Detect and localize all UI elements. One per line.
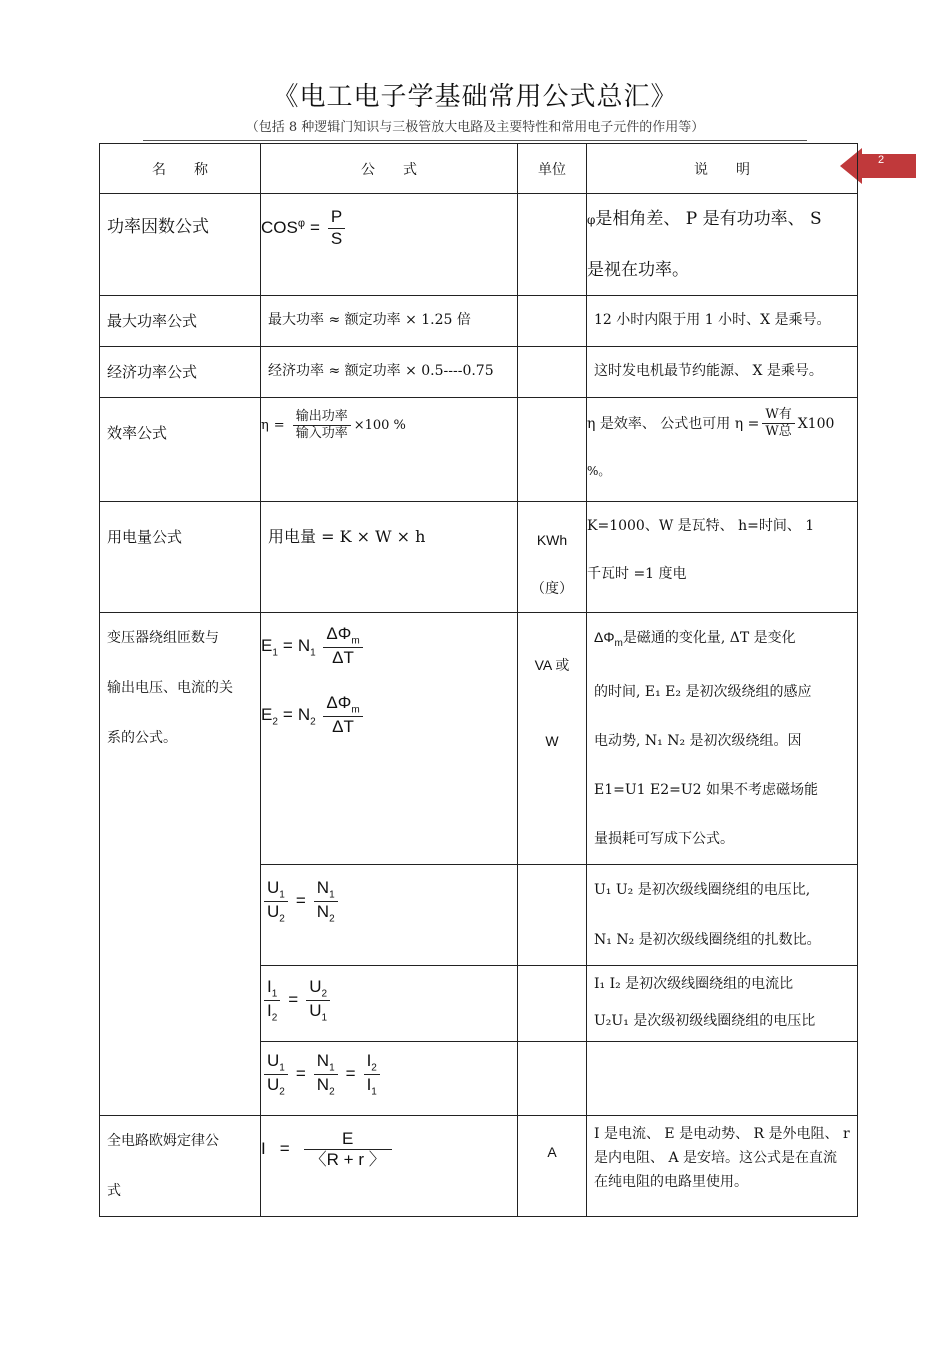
table-row: $\frac{I_1}{I_2}$ = $\frac{U_2}{U_1}$ I₁ I₂ 是初次级线圈绕组的电流比 U₂U₁ 是次级初级线圈绕组的电压比 — [100, 965, 858, 1041]
row-name: 全电路欧姆定律公 — [107, 1132, 219, 1149]
header-unit: 单位 — [518, 144, 587, 194]
formula-ohm: I = $\frac{E}{〈R + r 〉}$ — [261, 1139, 392, 1158]
document-subtitle: （包括 8 种逻辑门知识与三极管放大电路及主要特性和常用电子元件的作用等） — [245, 120, 705, 135]
table-row — [100, 296, 858, 347]
row-note: U₁ U₂ 是初次级线圈绕组的电压比, — [594, 881, 811, 898]
row-name: 最大功率公式 — [107, 312, 198, 330]
formula-table — [99, 143, 858, 1217]
row-name: 效率公式 — [107, 424, 168, 442]
row-formula: 最大功率 ≈ 额定功率 × 1.25 倍 — [268, 312, 471, 328]
header-name: 名 称 — [100, 144, 261, 194]
table-row: 效率公式 η = $\frac{\text{输出功率}}{\text{输入功率}}$ ×100 % η 是效率、 公式也可用 η = $\frac{\text{W有}}{\text{W总}}$ X100 %。 — [100, 398, 858, 502]
formula-u-n-ratio: $\frac{U_1}{U_2}$ = $\frac{N_1}{N_2}$ — [261, 891, 341, 910]
table-row: 变压器绕组匝数与 输出电压、电流的关 系的公式。 $E_1 = N_1$ $\frac{\Delta\Phi_m}{\Delta T}$ $E_2 = N_2$ $\frac{\Delta\Phi_m}{\Delta T}$ VA 或 W $\Delta\Phi_m$是磁通的变化量, ΔT 是变化 的时间, E₁ E₂ 是初次级绕组的感应 电动势, N₁ N₂ 是初次级绕组。因 E1=U1 E2=U2 如果不考虑磁场能 量损耗可写成下公式。 — [100, 613, 858, 865]
table-header-row — [100, 144, 858, 194]
formula-e1: $E_1 = N_1$ $\frac{\Delta\Phi_m}{\Delta T}$ — [261, 625, 517, 668]
table-row: 用电量公式 用电量 = K × W × h KWh （度） K=1000、W 是瓦特、 h=时间、 1 千瓦时 =1 度电 — [100, 502, 858, 613]
formula-e2: $E_2 = N_2$ $\frac{\Delta\Phi_m}{\Delta T}$ — [261, 694, 517, 737]
row-name: 用电量公式 — [107, 528, 183, 546]
row-note: 是效率、 公式也可用 — [599, 415, 731, 432]
table-row: 全电路欧姆定律公 式 I = $\frac{E}{〈R + r 〉}$ A I 是电流、 E 是电动势、 R 是外电阻、 r 是内电阻、 A 是安培。这公式是在直流在纯电阻的电路里使用。 — [100, 1115, 858, 1216]
row-formula: 经济功率 ≈ 额定功率 × 0.5----0.75 — [268, 363, 494, 379]
row-note: I₁ I₂ 是初次级线圈绕组的电流比 — [594, 975, 794, 992]
row-note: K=1000、W 是瓦特、 h=时间、 1 — [587, 518, 815, 534]
row-note: 是相角差、 P 是有功功率、 S — [595, 209, 822, 229]
row-name: 变压器绕组匝数与 — [107, 630, 219, 646]
row-name: 经济功率公式 — [107, 363, 198, 381]
row-note: I 是电流、 E 是电动势、 R 是外电阻、 r 是内电阻、 A 是安培。这公式是在直流在纯电阻的电路里使用。 — [594, 1125, 850, 1190]
formula-efficiency: η = $\frac{\text{输出功率}}{\text{输入功率}}$ ×100 % — [261, 409, 406, 442]
row-unit: A — [518, 1115, 587, 1216]
row-note: 这时发电机最节约能源、 X 是乘号。 — [594, 363, 823, 379]
row-unit: VA 或 — [534, 657, 570, 673]
table-row: $\frac{U_1}{U_2}$ = $\frac{N_1}{N_2}$ U₁ U₂ 是初次级线圈绕组的电压比, N₁ N₂ 是初次级线圈绕组的扎数比。 — [100, 864, 858, 965]
header-formula: 公 式 — [261, 144, 518, 194]
formula-i-u-ratio: $\frac{I_1}{I_2}$ = $\frac{U_2}{U_1}$ — [261, 990, 333, 1009]
title-rule — [143, 140, 807, 141]
row-note: 是磁通的变化量, ΔT 是变化 — [622, 630, 796, 646]
row-unit: KWh — [536, 532, 568, 548]
page-number: 2 — [878, 154, 885, 166]
formula-power-factor: $COS^\varphi$ = $\frac{P}{S}$ — [261, 218, 348, 237]
row-formula: 用电量 = K × W × h — [268, 527, 426, 546]
table-row: 功率因数公式 $COS^\varphi$ = $\frac{P}{S}$ φ是相角差、 P 是有功功率、 S 是视在功率。 — [100, 194, 858, 296]
header-note: 说 明 — [587, 144, 858, 194]
document-title: 《电工电子学基础常用公式总汇》 — [272, 82, 678, 112]
row-name: 功率因数公式 — [107, 217, 209, 237]
row-note: 12 小时内限于用 1 小时、X 是乘号。 — [594, 312, 831, 328]
table-row — [100, 347, 858, 398]
formula-u-n-i-ratio: $\frac{U_1}{U_2}$ = $\frac{N_1}{N_2}$ = $\frac{I_2}{I_1}$ — [261, 1064, 383, 1083]
